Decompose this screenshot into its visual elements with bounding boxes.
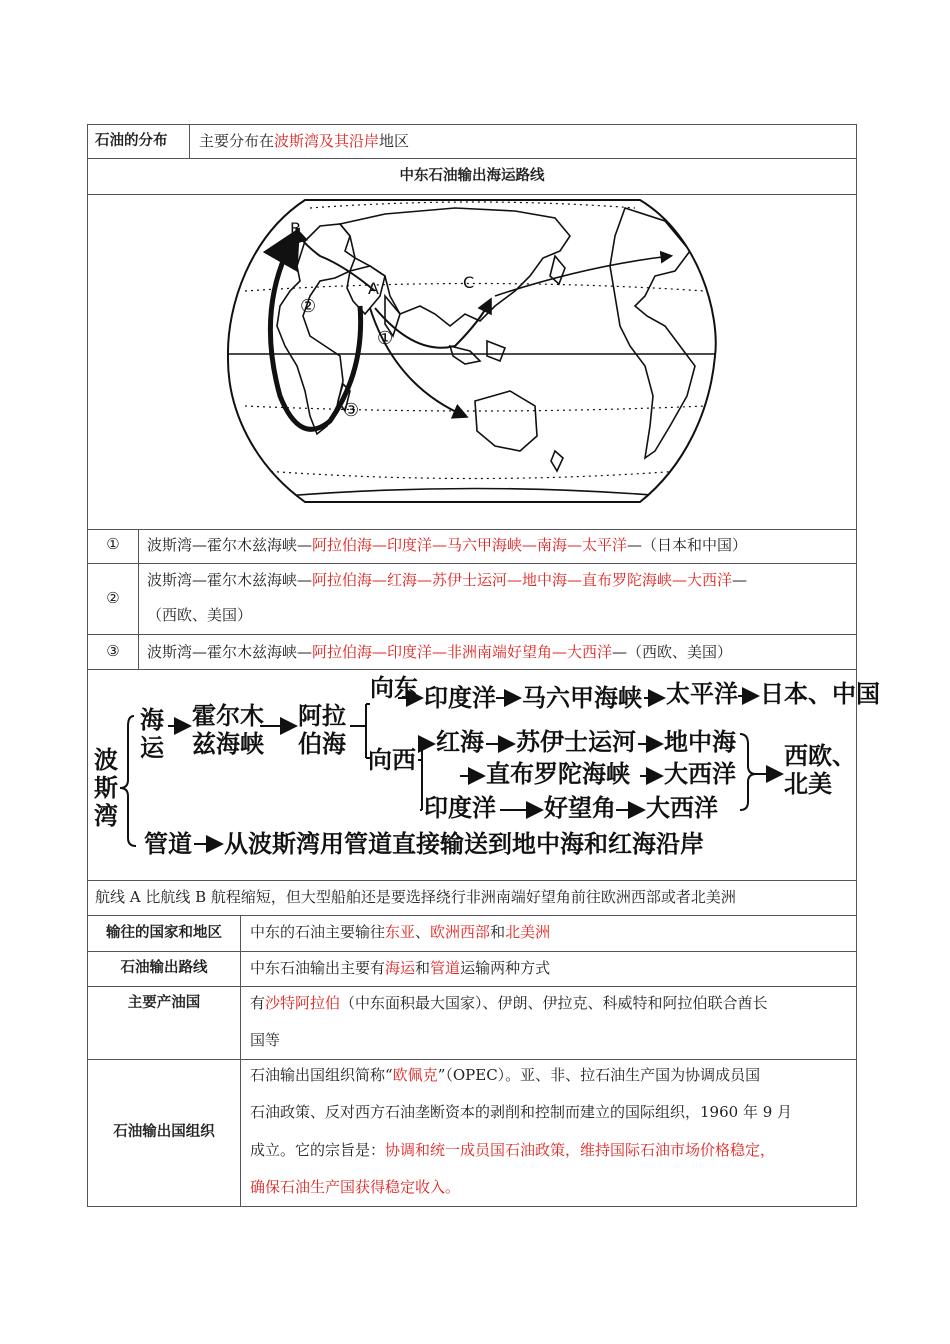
flow-sea-2: 运 — [140, 734, 164, 762]
opec-line-3: 成立。它的宗旨是：协调和统一成员国石油政策，维持国际石油市场价格稳定， — [250, 1141, 776, 1159]
route-3-marker: ③ — [106, 642, 120, 660]
flow-arabian-2: 伯海 — [298, 730, 346, 758]
table-rule — [87, 951, 857, 952]
route-2-text: 波斯湾—霍尔木兹海峡—阿拉伯海—红海—苏伊士运河—地中海—直布罗陀海峡—大西洋— — [147, 571, 748, 589]
map-label-c: C — [463, 273, 475, 292]
route-2-marker: ② — [106, 589, 120, 607]
flow-west3-2: 好望角 — [544, 794, 616, 822]
distribution-text: 主要分布在波斯湾及其沿岸地区 — [199, 132, 410, 150]
opec-line-4: 确保石油生产国获得稳定收入。 — [250, 1178, 461, 1196]
route-2-text-line2: （西欧、美国） — [147, 606, 253, 624]
table-rule — [87, 529, 857, 530]
table-rule — [87, 158, 857, 159]
flow-pipe-text: 从波斯湾用管道直接输送到地中海和红海沿岸 — [224, 830, 704, 858]
flow-west: 向西 — [368, 746, 416, 774]
flow-pipe: 管道 — [144, 830, 192, 858]
table-rule — [87, 634, 857, 635]
flow-east-3: 太平洋 — [666, 680, 738, 708]
map-label-route-1: ① — [377, 328, 394, 349]
flow-east-4: 日本、中国 — [760, 680, 880, 708]
table-rule — [87, 880, 857, 881]
flow-root-3: 湾 — [94, 802, 118, 830]
route-1-text: 波斯湾—霍尔木兹海峡—阿拉伯海—印度洋—马六甲海峡—南海—太平洋—（日本和中国） — [147, 536, 748, 554]
flow-arabian-1: 阿拉 — [298, 702, 346, 730]
flow-west3-1: 印度洋 — [424, 794, 496, 822]
opec-line-1: 石油输出国组织简称“欧佩克”（OPEC）。亚、非、拉石油生产国为协调成员国 — [250, 1066, 761, 1084]
opec-line-2: 石油政策、反对西方石油垄断资本的剥削和控制而建立的国际组织，1960 年 9 月 — [250, 1103, 793, 1121]
opec-label: 石油输出国组织 — [113, 1124, 215, 1140]
table-rule — [87, 194, 857, 195]
routes-title: 中东石油输出海运路线 — [399, 168, 545, 184]
flow-west1-2: 苏伊士运河 — [516, 728, 636, 756]
flow-west1-1: 红海 — [436, 728, 484, 756]
table-rule — [87, 1059, 857, 1060]
route-note: 航线 A 比航线 B 航程缩短，但大型船舶还是要选择绕行非洲南端好望角前往欧洲西部或者北美洲 — [95, 888, 736, 906]
route-3-text: 波斯湾—霍尔木兹海峡—阿拉伯海—印度洋—非洲南端好望角—大西洋—（西欧、美国） — [147, 643, 733, 661]
flow-west2-1: 直布罗陀海峡 — [486, 760, 630, 788]
map-label-route-2: ② — [300, 296, 317, 317]
flow-west1-3: 地中海 — [664, 728, 736, 756]
map-label-a: A — [368, 279, 379, 298]
route-flow-diagram — [88, 670, 880, 880]
world-map — [225, 196, 720, 506]
flow-root-1: 波 — [94, 746, 118, 774]
flow-west3-3: 大西洋 — [646, 794, 718, 822]
table-rule — [87, 915, 857, 916]
flow-dest-2: 北美 — [784, 770, 832, 798]
export-routes-label: 石油输出路线 — [120, 960, 208, 976]
flow-east: 向东 — [370, 674, 418, 702]
table-border-top — [87, 124, 857, 125]
table-rule — [87, 986, 857, 987]
flow-dest-1: 西欧、 — [784, 742, 856, 770]
flow-root-2: 斯 — [94, 774, 118, 802]
export-to-label: 输往的国家和地区 — [106, 925, 222, 941]
flow-hormuz-2: 兹海峡 — [192, 730, 264, 758]
producers-text-line2: 国等 — [250, 1031, 281, 1049]
route-1-marker: ① — [106, 535, 120, 553]
export-to-text: 中东的石油主要输往东亚、欧洲西部和北美洲 — [250, 923, 551, 941]
distribution-label: 石油的分布 — [95, 133, 168, 149]
table-border-right — [856, 124, 857, 1207]
map-label-route-3: ③ — [343, 400, 360, 421]
flow-east-2: 马六甲海峡 — [522, 684, 642, 712]
map-outline — [228, 200, 716, 502]
flow-west2-2: 大西洋 — [664, 760, 736, 788]
flow-hormuz-1: 霍尔木 — [192, 702, 264, 730]
export-routes-text: 中东石油输出主要有海运和管道运输两种方式 — [250, 959, 551, 977]
table-rule — [87, 563, 857, 564]
producers-label: 主要产油国 — [127, 995, 201, 1011]
flow-sea-1: 海 — [140, 706, 164, 734]
table-border-left — [87, 124, 88, 1207]
table-border-bottom — [87, 1206, 857, 1207]
producers-text: 有沙特阿拉伯（中东面积最大国家）、伊朗、伊拉克、科威特和阿拉伯联合酋长 — [250, 994, 768, 1012]
table-col-rule — [189, 124, 190, 158]
flow-east-1: 印度洋 — [424, 684, 496, 712]
map-label-b: B — [290, 219, 301, 238]
